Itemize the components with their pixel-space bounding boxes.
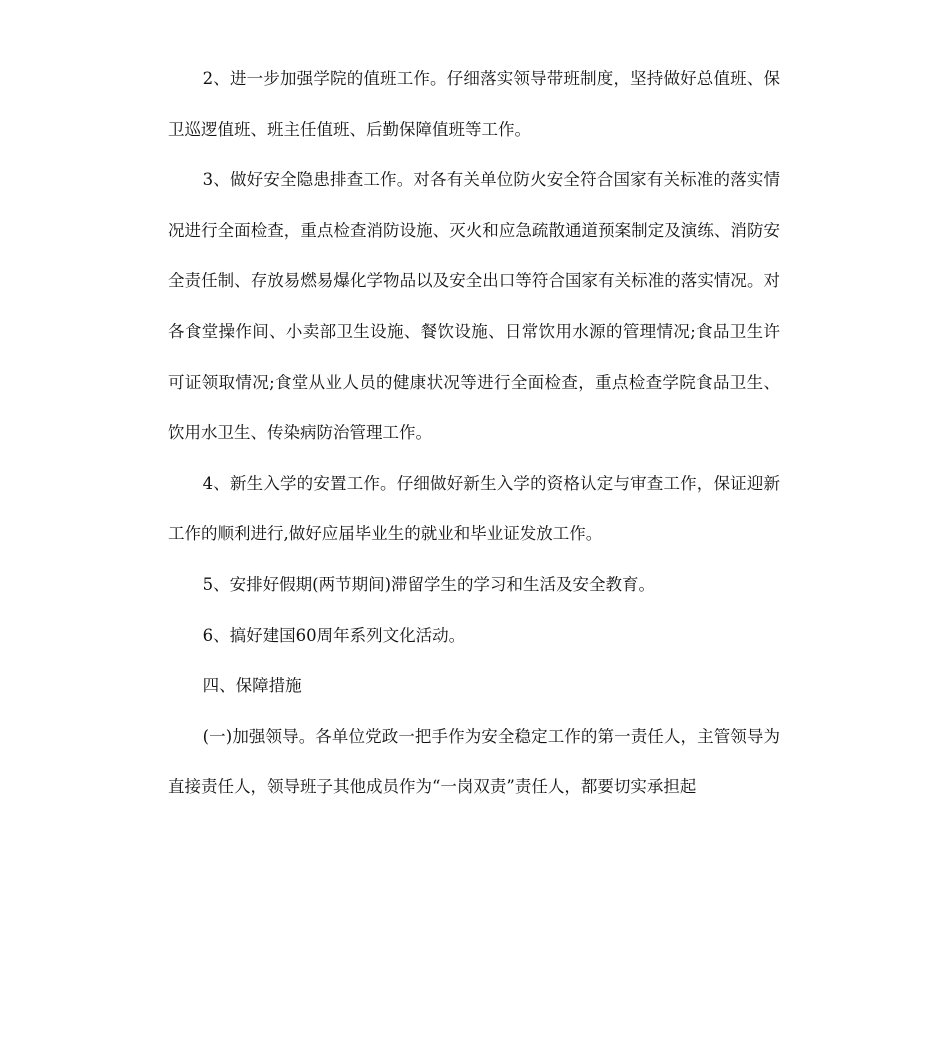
paragraph-strengthen-leadership: (一)加强领导。各单位党政一把手作为安全稳定工作的第一责任人，主管领导为直接责任人，领导班子其他成员作为“一岗双责”责任人，都要切实承担起	[168, 726, 780, 797]
section-heading-safeguards: 四、保障措施	[202, 676, 302, 696]
paragraph-holiday-students: 5、安排好假期(两节期间)滞留学生的学习和生活及安全教育。	[202, 574, 656, 594]
document-page	[168, 54, 780, 813]
paragraph-safety-inspection: 3、做好安全隐患排查工作。对各有关单位防火安全符合国家有关标准的落实情况进行全面检查，重点检查消防设施、灭火和应急疏散通道预案制定及演练、消防安全责任制、存放易燃易爆化学物品以及安全出口等符合国家有关标准的落实情况。对各食堂操作间、小卖部卫生设施、餐饮设施、日常饮用水源的管理情况;食品卫生许可证领取情况;食堂从业人员的健康状况等进行全面检查，重点检查学院食品卫生、饮用水卫生、传染病防治管理工作。	[168, 170, 780, 443]
paragraph-cultural-activities: 6、搞好建国60周年系列文化活动。	[202, 625, 466, 645]
paragraph-freshman-placement: 4、新生入学的安置工作。仔细做好新生入学的资格认定与审查工作，保证迎新工作的顺利进行,做好应届毕业生的就业和毕业证发放工作。	[168, 473, 780, 544]
paragraph-duty-work: 2、进一步加强学院的值班工作。仔细落实领导带班制度，坚持做好总值班、保卫巡逻值班、班主任值班、后勤保障值班等工作。	[168, 69, 780, 139]
